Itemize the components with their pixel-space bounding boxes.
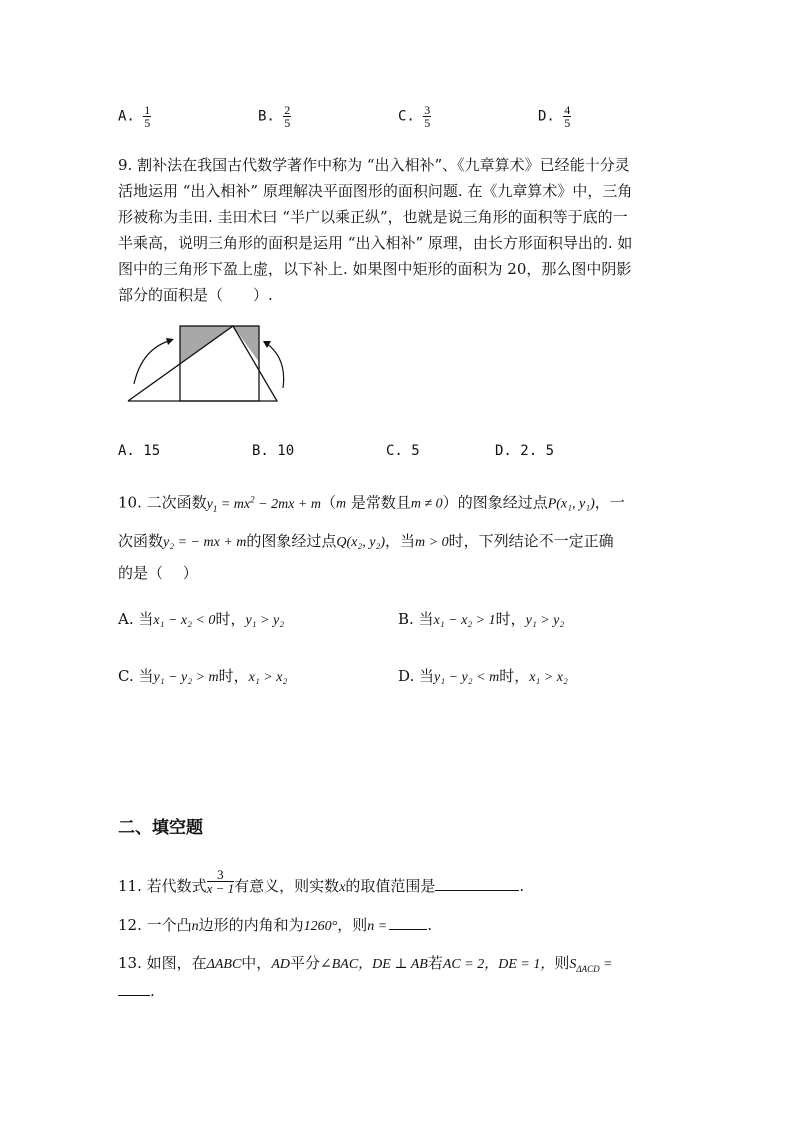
fraction: $\frac{1}{5}$: [144, 103, 151, 130]
q10-line-2: 次函数y₂ = − mx + m的图象经过点Q(x₂, y₂)，当m > 0时，下列结论不一定正确: [118, 532, 614, 550]
q11: 11. 若代数式 $\frac{3}{x - 1}$ 有意义，则实数x的取值范围是 .: [118, 867, 525, 896]
q8-option-d[interactable]: D. $\frac{4}{5}$: [538, 103, 571, 130]
q10-option-b[interactable]: B. 当x₁ − x₂ > 1时，y₁ > y₂: [398, 610, 565, 628]
fraction: $\frac{4}{5}$: [564, 103, 571, 130]
q9-option-a[interactable]: A. 15: [118, 443, 161, 459]
q13-line-1: 13. 如图，在ΔABC中，AD平分∠BAC，DE ⊥ AB若AC = 2，DE = 1，则$S_{\Delta ACD}$ =: [118, 954, 613, 974]
fraction: $\frac{3}{5}$: [424, 103, 431, 130]
section-heading: 二、填空题: [118, 818, 203, 838]
right-arrowhead: [263, 341, 271, 348]
q10-option-a[interactable]: A. 当x₁ − x₂ < 0时，y₁ > y₂: [118, 610, 285, 628]
fraction: $\frac{3}{x - 1}$: [206, 867, 235, 896]
quadratic-function: $y_1 = mx^2 - 2mx + m$: [206, 494, 321, 514]
left-arrow: [134, 340, 172, 384]
q10-line-1: 10. 二次函数$y_1 = mx^2 - 2mx + m(m$ 是常数且m ≠ 0）的图象经过点P(x₁, y₁)，一: [118, 493, 625, 514]
left-arrowhead: [166, 338, 174, 345]
q10-option-d[interactable]: D. 当y₁ − y₂ < m时，x₁ > x₂: [398, 667, 568, 685]
answer-blank[interactable]: [118, 979, 150, 996]
q8-option-a[interactable]: A. $\frac{1}{5}$: [118, 103, 151, 130]
right-arrow: [266, 343, 284, 388]
fraction: $\frac{2}{5}$: [284, 103, 291, 130]
q10-option-c[interactable]: C. 当y₁ − y₂ > m时，x₁ > x₂: [118, 667, 288, 685]
q8-option-b[interactable]: B. $\frac{2}{5}$: [258, 103, 291, 130]
q9-figure: [120, 318, 300, 410]
answer-blank[interactable]: [435, 874, 519, 891]
q10-line-3: 的是（ ）: [118, 564, 198, 582]
q13-line-2: .: [118, 978, 155, 1004]
q8-option-c[interactable]: C. $\frac{3}{5}$: [398, 103, 431, 130]
q12: 12. 一个凸n边形的内角和为1260°，则n = .: [118, 912, 432, 940]
q9-option-d[interactable]: D. 2. 5: [495, 443, 555, 459]
q9-option-b[interactable]: B. 10: [252, 443, 295, 459]
q9-option-c[interactable]: C. 5: [386, 443, 420, 459]
answer-blank[interactable]: [389, 913, 427, 930]
q9-text: 9. 割补法在我国古代数学著作中称为 “出入相补”、《九章算术》已经能十分灵 活地运用 “出入相补” 原理解决平面图形的面积问题. 在《九章算术》中，三角 形被称为圭田. 圭田术曰 “半广以乘正纵”，也就是说三角形的面积等于底的一 半乘高，说明三角形的面积是运用 “出入相补” 原理，由长方形面积导出的. 如 图中的三角形下盈上虚，以下补上. 如果图中矩形的面积为 20，那么图中阴影 部分的面积是（ ）.: [118, 156, 633, 304]
